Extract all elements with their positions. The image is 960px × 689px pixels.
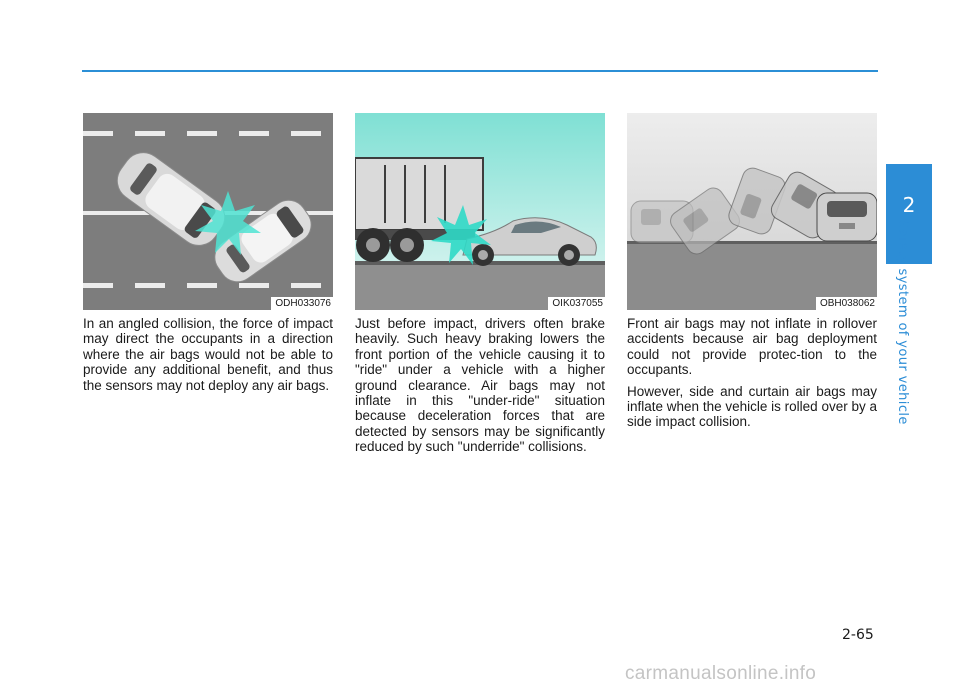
- figure-angled-collision: [83, 113, 333, 310]
- paragraph: In an angled collision, the force of impact may direct the occupants in a direction where the air bags would not be able to provide any additional benefit, and thus the sensors may not deploy any air bags.: [83, 316, 333, 393]
- figure-code: ODH033076: [271, 297, 333, 310]
- chapter-number: 2: [902, 193, 916, 217]
- watermark[interactable]: carmanualsonline.info: [625, 663, 817, 684]
- figure-code: OBH038062: [816, 297, 877, 310]
- angled-collision-illustration: [83, 113, 333, 310]
- header-rule: [82, 70, 878, 72]
- chapter-tab[interactable]: [886, 70, 932, 425]
- figure-code: OIK037055: [548, 297, 605, 310]
- paragraph: Just before impact, drivers often brake heavily. Such heavy braking lowers the front portion of the vehicle causing it to "ride" under a vehicle with a higher ground clearance. Air bags may not inflate in this "under-ride" situation because deceleration forces that are detected by sensors may be significantly reduced by such "underride" collisions.: [355, 316, 605, 455]
- column-angled-collision: [83, 316, 333, 399]
- paragraph: Front air bags may not inflate in rollover accidents because air bag deployment could not provide protec-tion to the occupants.: [627, 316, 877, 378]
- column-rollover: [627, 316, 877, 436]
- paragraph: However, side and curtain air bags may inflate when the vehicle is rolled over by a side impact collision.: [627, 383, 877, 430]
- underride-collision-illustration: [355, 113, 605, 310]
- rollover-illustration: [627, 113, 877, 310]
- figure-underride-collision: [355, 113, 605, 310]
- column-underride: [355, 316, 605, 461]
- page-number: 2-65: [842, 627, 874, 643]
- chapter-title: Safety system of your vehicle: [895, 220, 910, 425]
- figure-rollover: [627, 113, 877, 310]
